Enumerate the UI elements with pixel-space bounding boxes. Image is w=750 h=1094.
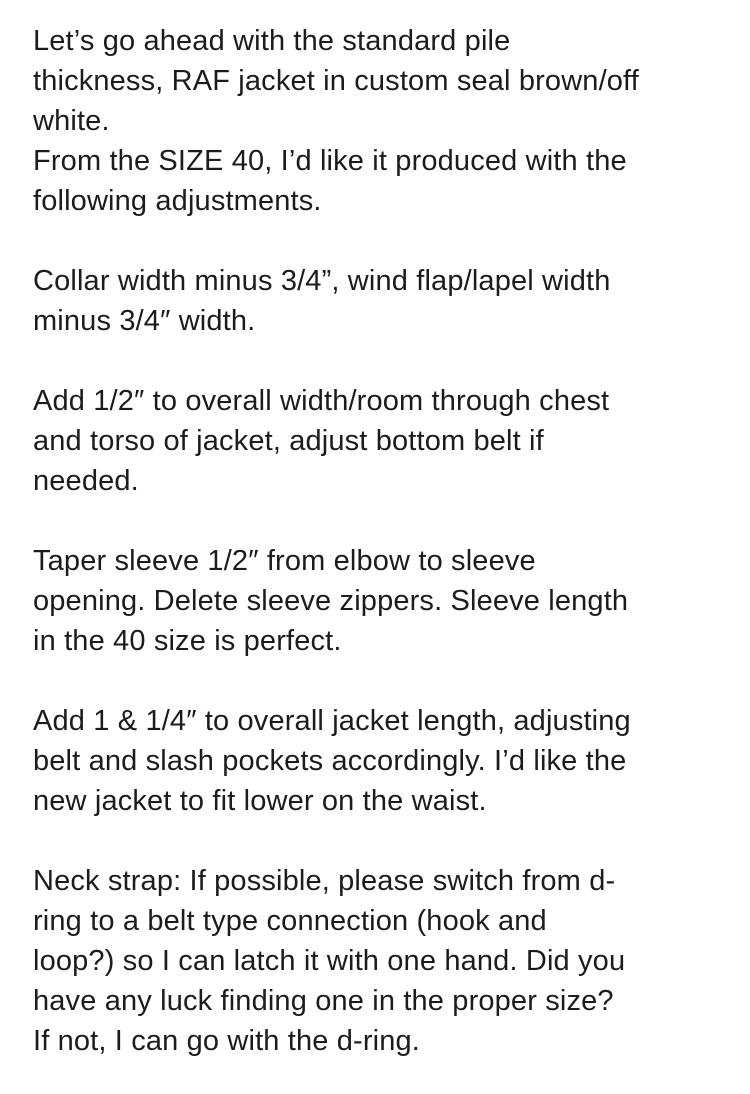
text-line: Let’s go ahead with the standard pile bbox=[33, 25, 511, 57]
text-line: following adjustments. bbox=[33, 185, 322, 217]
text-line: thickness, RAF jacket in custom seal brown/off bbox=[33, 65, 639, 97]
paragraph-collar bbox=[33, 261, 733, 341]
note-body[interactable] bbox=[33, 21, 733, 1061]
text-line: Neck strap: If possible, please switch from d- bbox=[33, 865, 616, 897]
text-line: new jacket to fit lower on the waist. bbox=[33, 785, 487, 817]
paragraph-chest-width bbox=[33, 381, 733, 501]
text-line: needed. bbox=[33, 465, 139, 497]
text-line: and torso of jacket, adjust bottom belt if bbox=[33, 425, 544, 457]
paragraph-order-details bbox=[33, 21, 733, 221]
text-line: opening. Delete sleeve zippers. Sleeve length bbox=[33, 585, 629, 617]
text-line: have any luck finding one in the proper size? bbox=[33, 985, 614, 1017]
text-line: loop?) so I can latch it with one hand. Did you bbox=[33, 945, 626, 977]
paragraph-neck-strap bbox=[33, 861, 733, 1061]
text-line: Add 1/2″ to overall width/room through chest bbox=[33, 385, 610, 417]
text-line: in the 40 size is perfect. bbox=[33, 625, 342, 657]
text-line: minus 3/4″ width. bbox=[33, 305, 256, 337]
text-line: If not, I can go with the d-ring. bbox=[33, 1025, 420, 1057]
text-line: belt and slash pockets accordingly. I’d like the bbox=[33, 745, 627, 777]
text-line: ring to a belt type connection (hook and bbox=[33, 905, 547, 937]
text-line: Add 1 & 1/4″ to overall jacket length, adjusting bbox=[33, 705, 631, 737]
text-line: From the SIZE 40, I’d like it produced with the bbox=[33, 145, 627, 177]
paragraph-sleeve bbox=[33, 541, 733, 661]
paragraph-jacket-length bbox=[33, 701, 733, 821]
text-line: Taper sleeve 1/2″ from elbow to sleeve bbox=[33, 545, 536, 577]
text-line: white. bbox=[33, 105, 110, 137]
text-line: Collar width minus 3/4”, wind flap/lapel width bbox=[33, 265, 611, 297]
